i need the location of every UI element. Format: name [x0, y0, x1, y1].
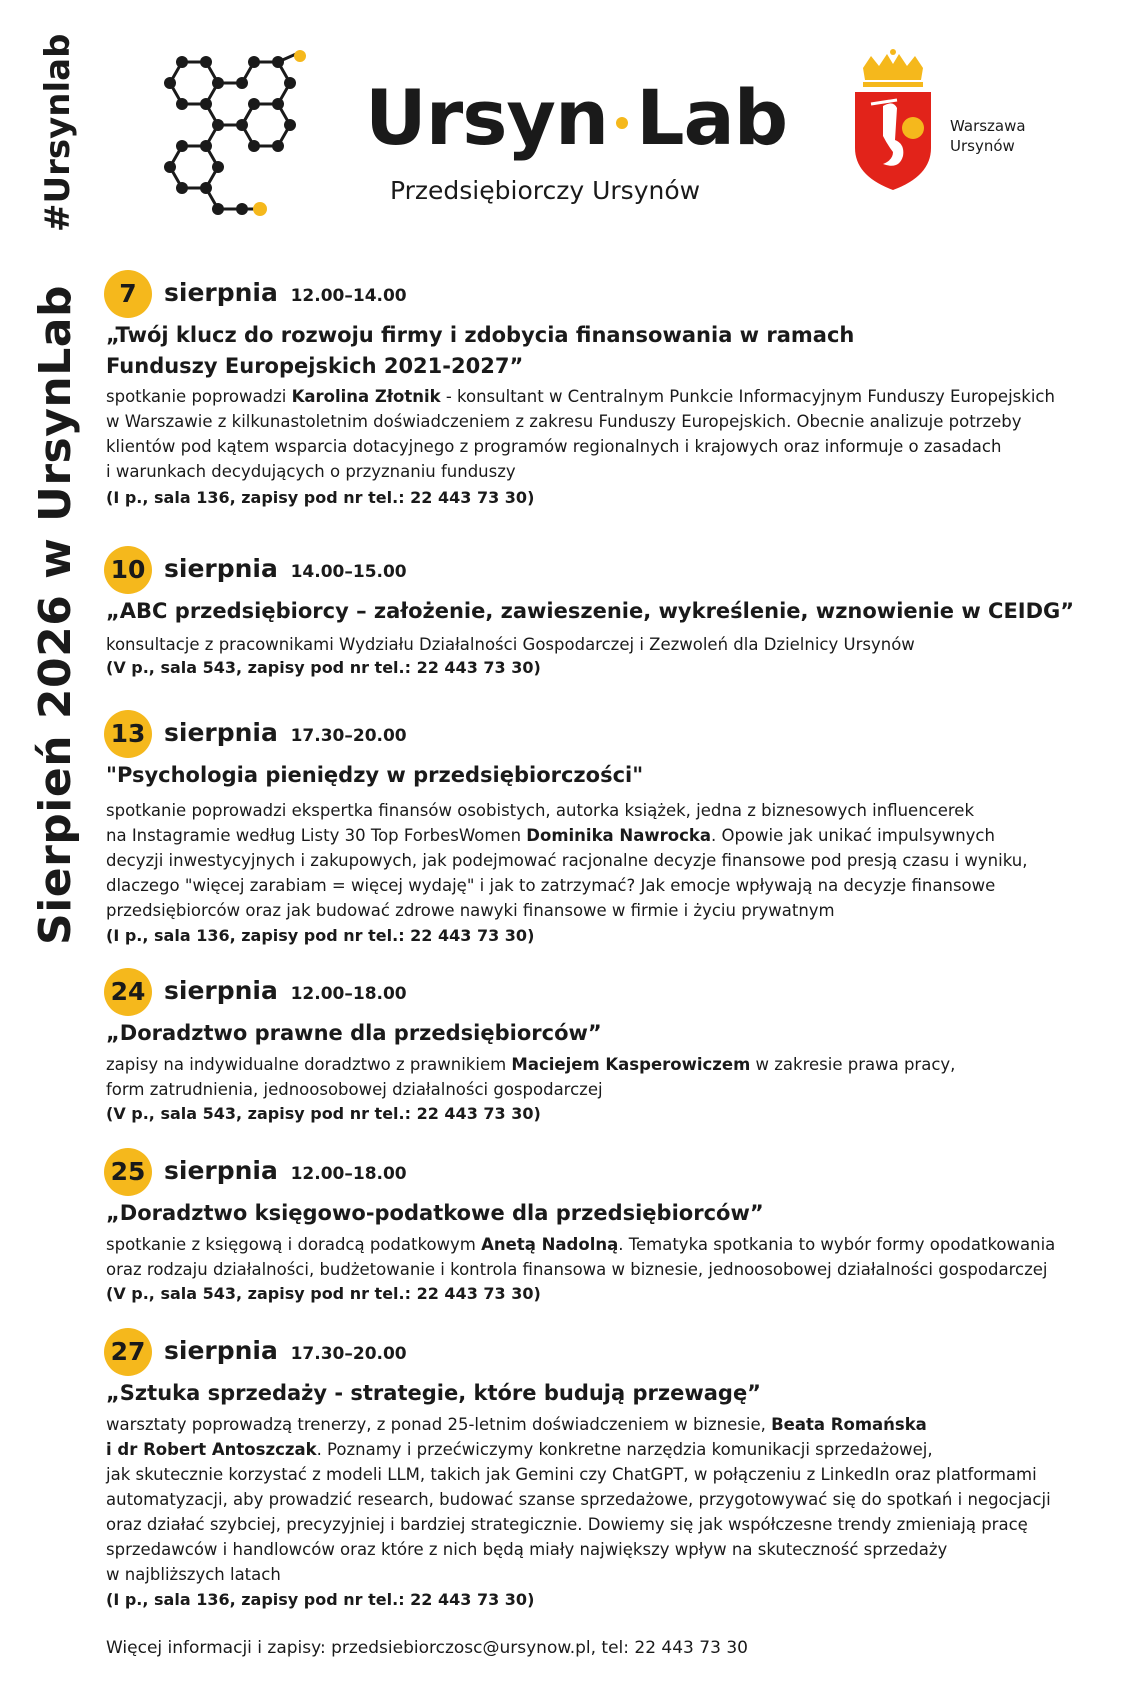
warsaw-crest-icon — [853, 48, 933, 193]
event-description: warsztaty poprowadzą trenerzy, z ponad 25-letnim doświadczeniem w biznesie, Beata Romańska i dr Robert Antoszczak. Poznamy i przećwiczymy konkretne narzędzia komunikacji sprzedażowej, jak skutecznie korzystać z modeli LLM, takich jak Gemini czy ChatGPT, w połączeniu z LinkedIn oraz platformami automatyzacji, aby prowadzić research, budować szanse sprzedażowe, przygotowywać się do spotkań i negocjacji oraz działać szybciej, precyzyjniej i bardziej strategicznie. Dowiemy się jak współczesne trendy zmieniają pracę sprzedawców i handlowców oraz które z nich będą miały największy wpływ na skuteczność sprzedaży w najbliższych latach — [106, 1415, 1051, 1584]
date-badge: 24 — [104, 968, 152, 1016]
event-title: "Psychologia pieniędzy w przedsiębiorczości" — [106, 763, 644, 787]
tagline: Przedsiębiorczy Ursynów — [390, 176, 701, 205]
event-location: (I p., sala 136, zapisy pod nr tel.: 22 443 73 30) — [106, 926, 535, 945]
date-badge: 13 — [104, 710, 152, 758]
event-month: sierpnia 12.00–18.00 — [164, 1156, 407, 1185]
date-badge: 25 — [104, 1148, 152, 1196]
hexagon-network-icon — [160, 50, 340, 230]
event-month: sierpnia 12.00–14.00 — [164, 278, 407, 307]
event-location: (I p., sala 136, zapisy pod nr tel.: 22 443 73 30) — [106, 1590, 535, 1609]
brand-left: Ursyn — [365, 73, 609, 162]
hashtag: #Ursynlab — [38, 33, 78, 232]
event-time: 17.30–20.00 — [290, 1344, 407, 1364]
event-title: „ABC przedsiębiorcy – założenie, zawieszenie, wykreślenie, wznowienie w CEIDG” — [106, 599, 1075, 623]
event-time: 12.00–18.00 — [290, 1164, 407, 1184]
event-description: spotkanie poprowadzi Karolina Złotnik - konsultant w Centralnym Punkcie Informacyjnym Funduszy Europejskich w Warszawie z kilkunastoletnim doświadczeniem z zakresu Funduszy Europejskich. Obecnie analizuje potrzeby klientów pod kątem wsparcia dotacyjnego z programów regionalnych i krajowych oraz informuje o zasadach i warunkach decydujących o przyznaniu funduszy — [106, 387, 1055, 481]
event-time: 14.00–15.00 — [290, 562, 407, 582]
date-badge: 10 — [104, 546, 152, 594]
event-time: 12.00–18.00 — [290, 984, 407, 1004]
event-title: „Twój klucz do rozwoju firmy i zdobycia finansowania w ramach Funduszy Europejskich 2021-2027” — [106, 323, 855, 378]
brand-right: Lab — [636, 73, 788, 162]
event-description: spotkanie z księgową i doradcą podatkowym Anetą Nadolną. Tematyka spotkania to wybór formy opodatkowania oraz rodzaju działalności, budżetowanie i kontrola finansowa w biznesie, jednoosobowej działalności gospodarczej — [106, 1235, 1056, 1279]
date-badge: 27 — [104, 1328, 152, 1376]
brand-logo-text — [365, 73, 788, 162]
event-time: 17.30–20.00 — [290, 726, 407, 746]
event-month: sierpnia 17.30–20.00 — [164, 1336, 407, 1365]
event-location: (V p., sala 543, zapisy pod nr tel.: 22 443 73 30) — [106, 1104, 541, 1123]
event-location: (I p., sala 136, zapisy pod nr tel.: 22 443 73 30) — [106, 488, 535, 507]
event-title: „Doradztwo księgowo-podatkowe dla przedsiębiorców” — [106, 1201, 764, 1225]
city-line-ursynow: Ursynów — [950, 137, 1015, 155]
date-badge: 7 — [104, 270, 152, 318]
event-month: sierpnia 17.30–20.00 — [164, 718, 407, 747]
event-title: „Sztuka sprzedaży - strategie, które budują przewagę” — [106, 1381, 761, 1405]
event-month: sierpnia 14.00–15.00 — [164, 554, 407, 583]
event-title: „Doradztwo prawne dla przedsiębiorców” — [106, 1021, 602, 1045]
event-location: (V p., sala 543, zapisy pod nr tel.: 22 443 73 30) — [106, 658, 541, 677]
event-description: zapisy na indywidualne doradztwo z prawnikiem Maciejem Kasperowiczem w zakresie prawa pracy, form zatrudnienia, jednoosobowej działalności gospodarczej — [106, 1055, 956, 1099]
brand-dot-icon — [616, 117, 628, 129]
month-title: Sierpień 2026 w UrsynLab — [30, 285, 81, 945]
city-label — [950, 116, 1026, 156]
event-location: (V p., sala 543, zapisy pod nr tel.: 22 443 73 30) — [106, 1284, 541, 1303]
event-month: sierpnia 12.00–18.00 — [164, 976, 407, 1005]
event-description: konsultacje z pracownikami Wydziału Działalności Gospodarczej i Zezwoleń dla Dzielnicy Ursynów — [106, 635, 915, 654]
event-description: spotkanie poprowadzi ekspertka finansów osobistych, autorka książek, jedna z biznesowych influencerek na Instagramie według Listy 30 Top ForbesWomen Dominika Nawrocka. Opowie jak unikać impulsywnych decyzji inwestycyjnych i zakupowych, jak podejmować racjonalne decyzje finansowe pod presją czasu i wyniku, dlaczego "więcej zarabiam = więcej wydaję" i jak to zatrzymać? Jak emocje wpływają na decyzje finansowe przedsiębiorców oraz jak budować zdrowe nawyki finansowe w firmie i życiu prywatnym — [106, 801, 1028, 920]
event-time: 12.00–14.00 — [290, 286, 407, 306]
footer-contact: Więcej informacji i zapisy: przedsiebiorczosc@ursynow.pl, tel: 22 443 73 30 — [106, 1638, 748, 1658]
city-line-warszawa: Warszawa — [950, 117, 1026, 135]
